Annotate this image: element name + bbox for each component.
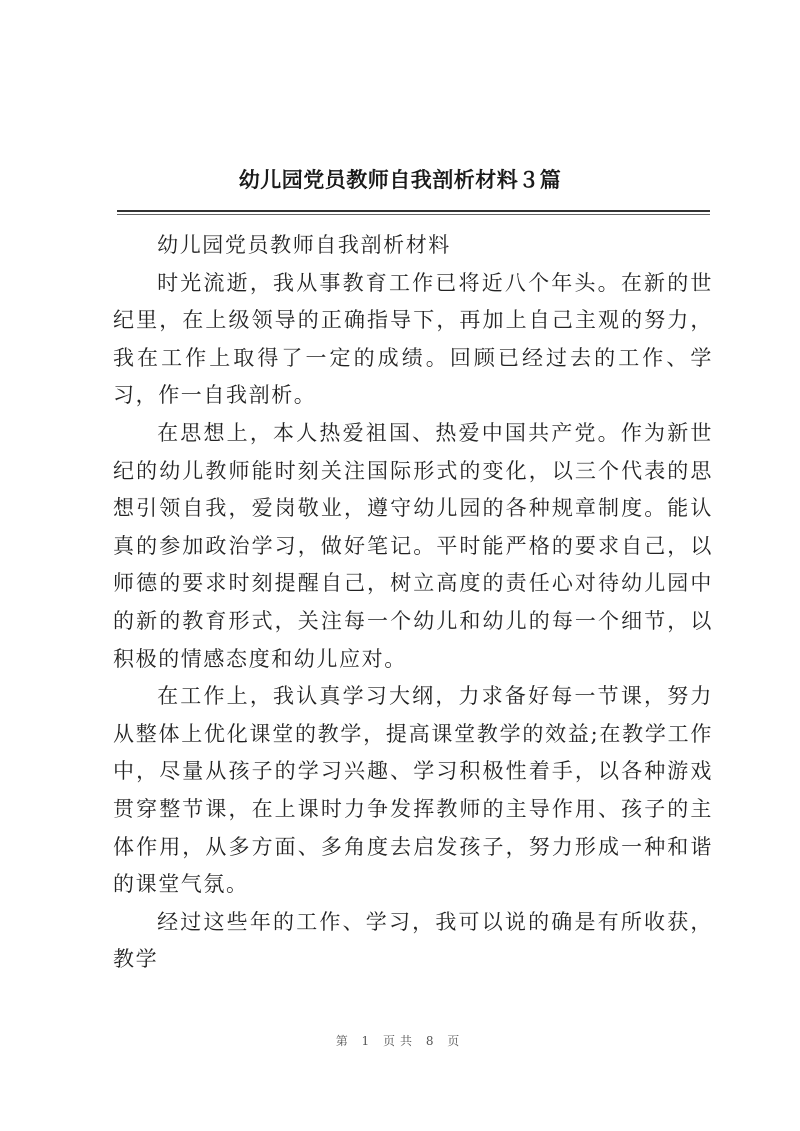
document-body [113, 227, 713, 979]
paragraph: 经过这些年的工作、学习，我可以说的确是有所收获，教学 [113, 909, 713, 972]
paragraph: 在工作上，我认真学习大纲，力求备好每一节课，努力从整体上优化课堂的教学，提高课堂教学的效益;在教学工作中，尽量从孩子的学习兴趣、学习积极性着手，以各种游戏贯穿整节课，在上课时力争发挥教师的主导作用、孩子的主体作用，从多方面、多角度去启发孩子，努力形成一种和谐的课堂气氛。 [113, 684, 713, 897]
paragraph-subtitle: 幼儿园党员教师自我剖析材料 [157, 233, 451, 257]
title-divider-thin [117, 214, 710, 215]
title-divider [117, 210, 710, 212]
document-title: 幼儿园党员教师自我剖析材料３篇 [238, 167, 562, 192]
paragraph: 在思想上，本人热爱祖国、热爱中国共产党。作为新世纪的幼儿教师能时刻关注国际形式的变化，以三个代表的思想引领自我，爱岗敬业，遵守幼儿园的各种规章制度。能认真的参加政治学习，做好笔记。平时能严格的要求自己，以师德的要求时刻提醒自己，树立高度的责任心对待幼儿园中的新的教育形式，关注每一个幼儿和幼儿的每一个细节，以积极的情感态度和幼儿应对。 [113, 420, 713, 671]
page-number-footer: 第 1 页共 8 页 [335, 1034, 465, 1048]
paragraph: 时光流逝，我从事教育工作已将近八个年头。在新的世纪里，在上级领导的正确指导下，再加上自己主观的努力，我在工作上取得了一定的成绩。回顾已经过去的工作、学习，作一自我剖析。 [113, 270, 713, 408]
